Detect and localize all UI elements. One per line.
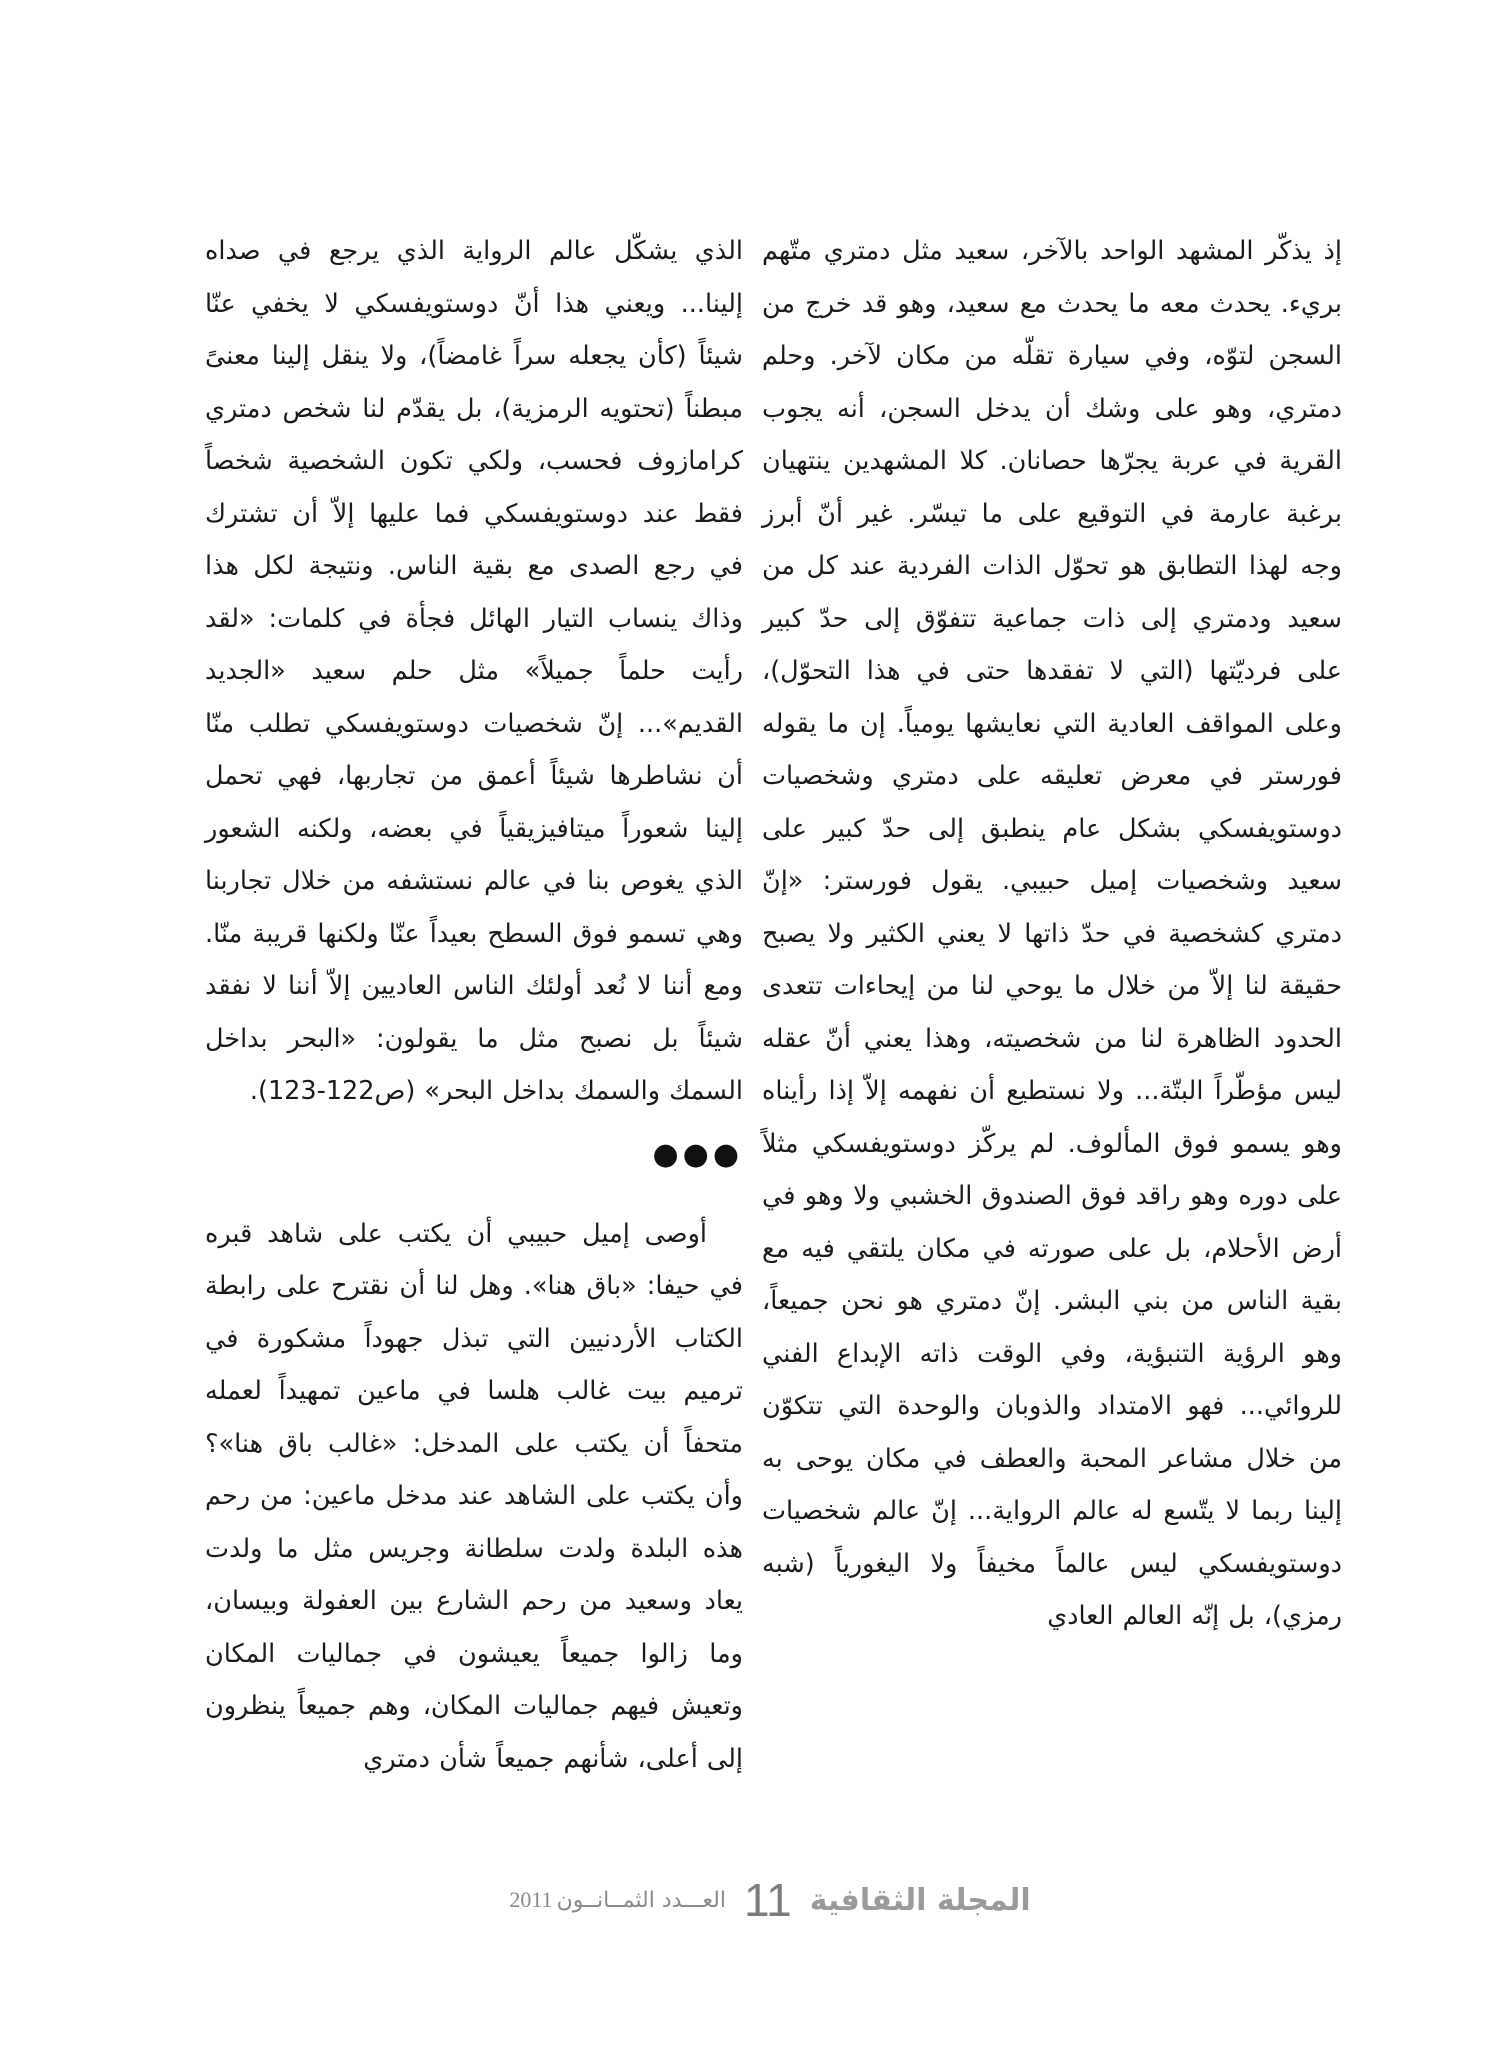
section-separator: ●●●: [652, 1136, 743, 1172]
article-paragraph: أوصى إميل حبيبي أن يكتب على شاهد قبره في حيفا: «باق هنا». وهل لنا أن نقترح على رابطة الكتاب الأردنيين التي تبذل جهوداً مشكورة في ترميم بيت غالب هلسا في ماعين تمهيداً لعمله متحفاً أن يكتب على المدخل: «غالب باق هنا»؟ وأن يكتب على الشاهد عند مدخل ماعين: من رحم هذه البلدة ولدت سلطانة وجريس مثل ما ولدت يعاد وسعيد من رحم الشارع بين العفولة وبيسان، وما زالوا جميعاً يعيشون في جماليات المكان وتعيش فيهم جماليات المكان، وهم جميعاً ينظرون إلى أعلى، شأنهم جميعاً شأن دمتري: [205, 1218, 743, 1774]
page-number: 11: [743, 1874, 792, 1926]
article-column-left: [205, 225, 743, 1785]
page-footer: [440, 1870, 1100, 1930]
article-paragraph: الذي يشكّل عالم الرواية الذي يرجع في صداه إلينا... ويعني هذا أنّ دوستويفسكي لا يخفي عنّا شيئاً (كأن يجعله سراً غامضاً)، ولا ينقل إلينا معنىً مبطناً (تحتويه الرمزية)، بل يقدّم لنا شخص دمتري كرامازوف فحسب، ولكي تكون الشخصية شخصاً فقط عند دوستويفسكي فما عليها إلاّ أن تشترك في رجع الصدى مع بقية الناس. ونتيجة لكل هذا وذاك ينساب التيار الهائل فجأة في كلمات: «لقد رأيت حلماً جميلاً» مثل حلم سعيد «الجديد القديم»... إنّ شخصيات دوستويفسكي تطلب منّا أن نشاطرها شيئاً أعمق من تجاربها، فهي تحمل إلينا شعوراً ميتافيزيقياً في بعضه، ولكنه الشعور الذي يغوص بنا في عالم نستشفه من خلال تجاربنا وهي تسمو فوق السطح بعيداً عنّا ولكنها قريبة منّا. ومع أننا لا نُعد أولئك الناس العاديين إلاّ أننا لا نفقد شيئاً بل نصبح مثل ما يقولون: «البحر بداخل السمك والسمك بداخل البحر» (ص122-123).: [205, 236, 743, 1106]
issue-year: 2011: [509, 1887, 553, 1912]
issue-info: [509, 1887, 726, 1913]
magazine-name: المجلة الثقافية: [809, 1882, 1031, 1918]
article-column-right: [762, 225, 1342, 1643]
article-paragraph: إذ يذكّر المشهد الواحد بالآخر، سعيد مثل دمتري متّهم بريء. يحدث معه ما يحدث مع سعيد، وهو قد خرج من السجن لتوّه، وفي سيارة تقلّه من مكان لآخر. وحلم دمتري، وهو على وشك أن يدخل السجن، أنه يجوب القرية في عربة يجرّها حصانان. كلا المشهدين ينتهيان برغبة عارمة في التوقيع على ما تيسّر. غير أنّ أبرز وجه لهذا التطابق هو تحوّل الذات الفردية عند كل من سعيد ودمتري إلى ذات جماعية تتفوّق إلى حدّ كبير على فرديّتها (التي لا تفقدها حتى في هذا التحوّل)، وعلى المواقف العادية التي نعايشها يومياً. إن ما يقوله فورستر في معرض تعليقه على دمتري وشخصيات دوستويفسكي بشكل عام ينطبق إلى حدّ كبير على سعيد وشخصيات إميل حبيبي. يقول فورستر: «إنّ دمتري كشخصية في حدّ ذاتها لا يعني الكثير ولا يصبح حقيقة لنا إلاّ من خلال ما يوحي لنا من إيحاءات تتعدى الحدود الظاهرة لنا من شخصيته، وهذا يعني أنّ عقله ليس مؤطّراً البتّة... ولا نستطيع أن نفهمه إلاّ إذا رأيناه وهو يسمو فوق المألوف. لم يركّز دوستويفسكي مثلاً على دوره وهو راقد فوق الصندوق الخشبي ولا وهو في أرض الأحلام، بل على صورته في مكان يلتقي فيه مع بقية الناس من بني البشر. إنّ دمتري هو نحن جميعاً، وهو الرؤية التنبؤية، وفي الوقت ذاته الإبداع الفني للروائي... فهو الامتداد والذوبان والوحدة التي تتكوّن من خلال مشاعر المحبة والعطف في مكان يوحى به إلينا ربما لا يتّسع له عالم الرواية... إنّ عالم شخصيات دوستويفسكي ليس عالماً مخيفاً ولا اليغورياً (شبه رمزي)، بل إنّه العالم العادي: [762, 236, 1342, 1631]
issue-label: العـــدد الثمــانــون: [556, 1887, 726, 1913]
